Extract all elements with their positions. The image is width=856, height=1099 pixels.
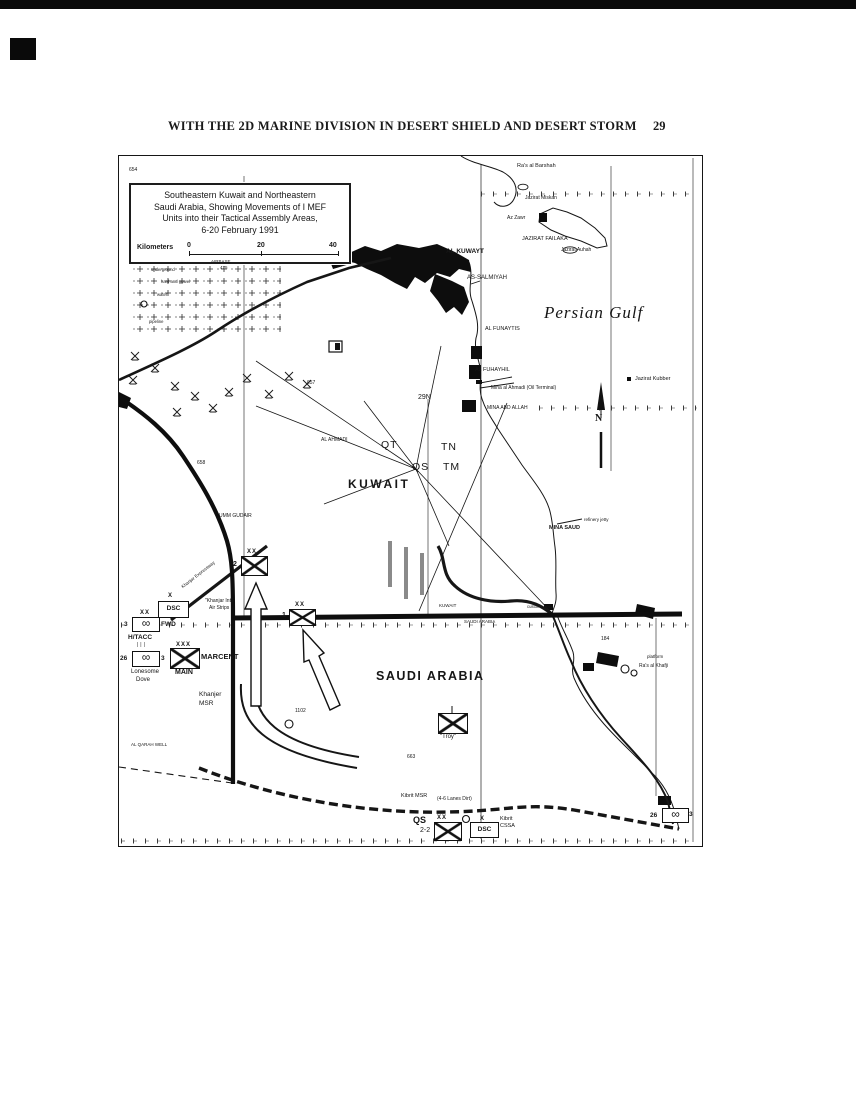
marcent-below: MAIN <box>175 669 193 676</box>
scale-tickmark <box>261 251 262 256</box>
note-hard-gravel: hard and gravel <box>161 279 191 284</box>
mardiv1-unit-symbol <box>289 609 316 626</box>
mag26s-aviation-symbol <box>662 808 689 823</box>
label-khanjer-msr-1: Khanjer <box>199 691 222 698</box>
label-airbase: AIRBASE <box>211 259 231 264</box>
label-kibrit-msr-note: (4-6 Lanes Dirt) <box>437 796 472 802</box>
mag26-left: 26 <box>120 655 128 662</box>
label-khanjar-airstrips-2: Air Strips <box>209 605 230 611</box>
dsc-fwd-unit-symbol: DSC <box>158 601 189 618</box>
page-header-title: WITH THE 2D MARINE DIVISION IN DESERT SHIELD AND DESERT STORM <box>168 119 637 133</box>
label-khanjar-expressway: Khanjar Expressway <box>180 559 216 590</box>
troy-nickname: "Troy" <box>440 734 457 740</box>
label-saudi-arabia: SAUDI ARABIA <box>376 669 485 683</box>
mardiv2-unit-symbol <box>241 556 268 576</box>
mag26s-left: 26 <box>650 812 658 819</box>
grid-zone-29n: 29N <box>418 394 431 401</box>
mardiv2-echelon: XX <box>247 549 258 555</box>
spot-height: 657 <box>307 380 316 386</box>
label-persian-gulf: Persian Gulf <box>544 303 644 322</box>
note-water: water <box>157 292 168 297</box>
mardiv1-echelon: XX <box>295 602 306 608</box>
label-as-salmiyah: AS-SALMIYAH <box>467 275 507 281</box>
misc-symbols <box>141 301 637 823</box>
page-number: 29 <box>653 119 666 133</box>
label-khanjer-msr-2: MSR <box>199 700 214 707</box>
scale-tick-0: 0 <box>187 242 191 249</box>
scan-artifact-top-bar <box>0 0 856 9</box>
north-arrow <box>597 382 605 468</box>
label-airbase-elev: 475 <box>220 265 228 270</box>
scale-tickmark <box>338 251 339 256</box>
grid-square-tn: TN <box>441 441 457 453</box>
mag26-aviation-symbol <box>132 651 160 667</box>
label-khanjar-airstrips-1: "Khanjar Int'l <box>205 598 234 604</box>
mag26-right: 3 <box>161 655 165 662</box>
label-al-kuwayt: AL KUWAYT <box>446 248 484 255</box>
spot-height: 654 <box>129 167 138 173</box>
label-ras-al-barshah: Ra's al Barshah <box>517 163 556 169</box>
spot-height: 663 <box>407 754 416 760</box>
label-ras-al-khafji: Ra's al Khafji <box>639 663 669 669</box>
divqs-echelon: XX <box>437 815 448 821</box>
borders <box>119 397 682 784</box>
spot-height: 1102 <box>295 708 306 714</box>
note-pipeline: pipeline <box>149 319 164 324</box>
label-customs-post: customs post <box>527 604 552 609</box>
label-jazirat-kubber: Jazirat Kubber <box>635 376 671 382</box>
label-jazirat-miskan: Jazirat Miskan <box>525 195 557 201</box>
legend-line-4: 6-20 February 1991 <box>201 224 279 235</box>
label-jazirat-auhah: Jazirat Auhah <box>561 247 592 253</box>
grid-square-qt: QT <box>381 439 398 451</box>
label-al-funaytis: AL FUNAYTIS <box>485 326 520 332</box>
legend-line-1: Southeastern Kuwait and Northeastern <box>164 190 316 200</box>
marcent-unit-symbol <box>170 648 200 669</box>
maw3-right: FWD <box>161 621 176 628</box>
label-mina-abd-allah: MINA ABD ALLAH <box>487 405 528 411</box>
grid-square-qs: QS <box>412 461 430 473</box>
mag26-nickname-2: Dove <box>136 677 151 683</box>
scale-bar <box>189 254 339 255</box>
divqs-grid: QS <box>413 815 427 825</box>
north-label: N <box>595 413 603 424</box>
label-mina-al-ahmadi: Mina al Ahmadi (Oil Terminal) <box>491 385 557 391</box>
marcent-label: MARCENT <box>201 652 239 661</box>
label-az-zawr: Az Zawr <box>507 215 526 221</box>
label-kuwait: KUWAIT <box>348 477 411 491</box>
movement-arrows <box>245 583 340 710</box>
divqs-num: 2-2 <box>420 827 431 834</box>
mag26s-right: 3 <box>689 811 693 818</box>
scale-tick-40: 40 <box>329 242 337 249</box>
label-refinery-jetty: refinery jetty <box>584 517 609 522</box>
label-platform: platform <box>647 654 664 659</box>
mardiv2-left: 2 <box>233 561 237 568</box>
note-underground: underground <box>151 267 175 272</box>
label-umm-gudair: UMM GUDAIR <box>219 513 252 519</box>
scale-tickmark <box>189 251 190 256</box>
coastline <box>461 156 679 829</box>
marcent-echelon: XXX <box>176 642 192 648</box>
mag26-antenna-marks: ||| <box>137 642 147 648</box>
roads <box>119 258 679 829</box>
map-legend <box>129 183 351 264</box>
label-kibrit-msr: Kibrit MSR <box>401 793 428 799</box>
scale-tick-20: 20 <box>257 242 265 249</box>
label-mina-saud: MINA SAUD <box>549 525 580 531</box>
label-al-fuhayhil: AL FUHAYHIL <box>475 367 510 373</box>
maw3-below: H/TACC <box>128 634 153 641</box>
dsc-kibrit-echelon: X <box>480 816 486 822</box>
legend-line-2: Saudi Arabia, Showing Movements of I MEF <box>153 201 327 212</box>
spot-height: 184 <box>601 636 610 642</box>
maw3-left: 3 <box>124 621 128 628</box>
grid-square-tm: TM <box>443 461 461 473</box>
dsc-kibrit-right-1: Kibrit <box>500 816 513 822</box>
scale-label: Kilometers <box>137 244 174 251</box>
dsc-kibrit-right-2: CSSA <box>500 823 515 829</box>
label-jazirat-failaka: JAZIRAT FAILAKA <box>522 236 568 242</box>
spot-height: 658 <box>197 460 206 466</box>
map-figure <box>118 155 703 847</box>
legend-line-3: Units into their Tactical Assembly Areas, <box>162 213 318 223</box>
maw3-echelon: XX <box>140 610 151 616</box>
mag26-nickname-1: Lonesome <box>131 669 160 675</box>
label-saudi-border: SAUDI ARABIA <box>464 619 496 624</box>
scan-artifact-blot <box>10 38 36 60</box>
maw3-aviation-symbol <box>132 617 160 632</box>
divqs-unit-symbol <box>434 822 462 841</box>
label-al-qarah: AL QARAH WELL <box>131 742 168 747</box>
label-kuwait-border: KUWAIT <box>439 603 457 608</box>
legend-title <box>131 185 349 236</box>
troy-unit-symbol <box>438 713 468 734</box>
dsc-kibrit-unit-symbol: DSC <box>470 822 499 838</box>
dsc-fwd-echelon: X <box>168 593 174 599</box>
mardiv1-left: 1 <box>282 612 286 619</box>
label-al-ahmadi: AL AHMADI <box>321 437 348 443</box>
